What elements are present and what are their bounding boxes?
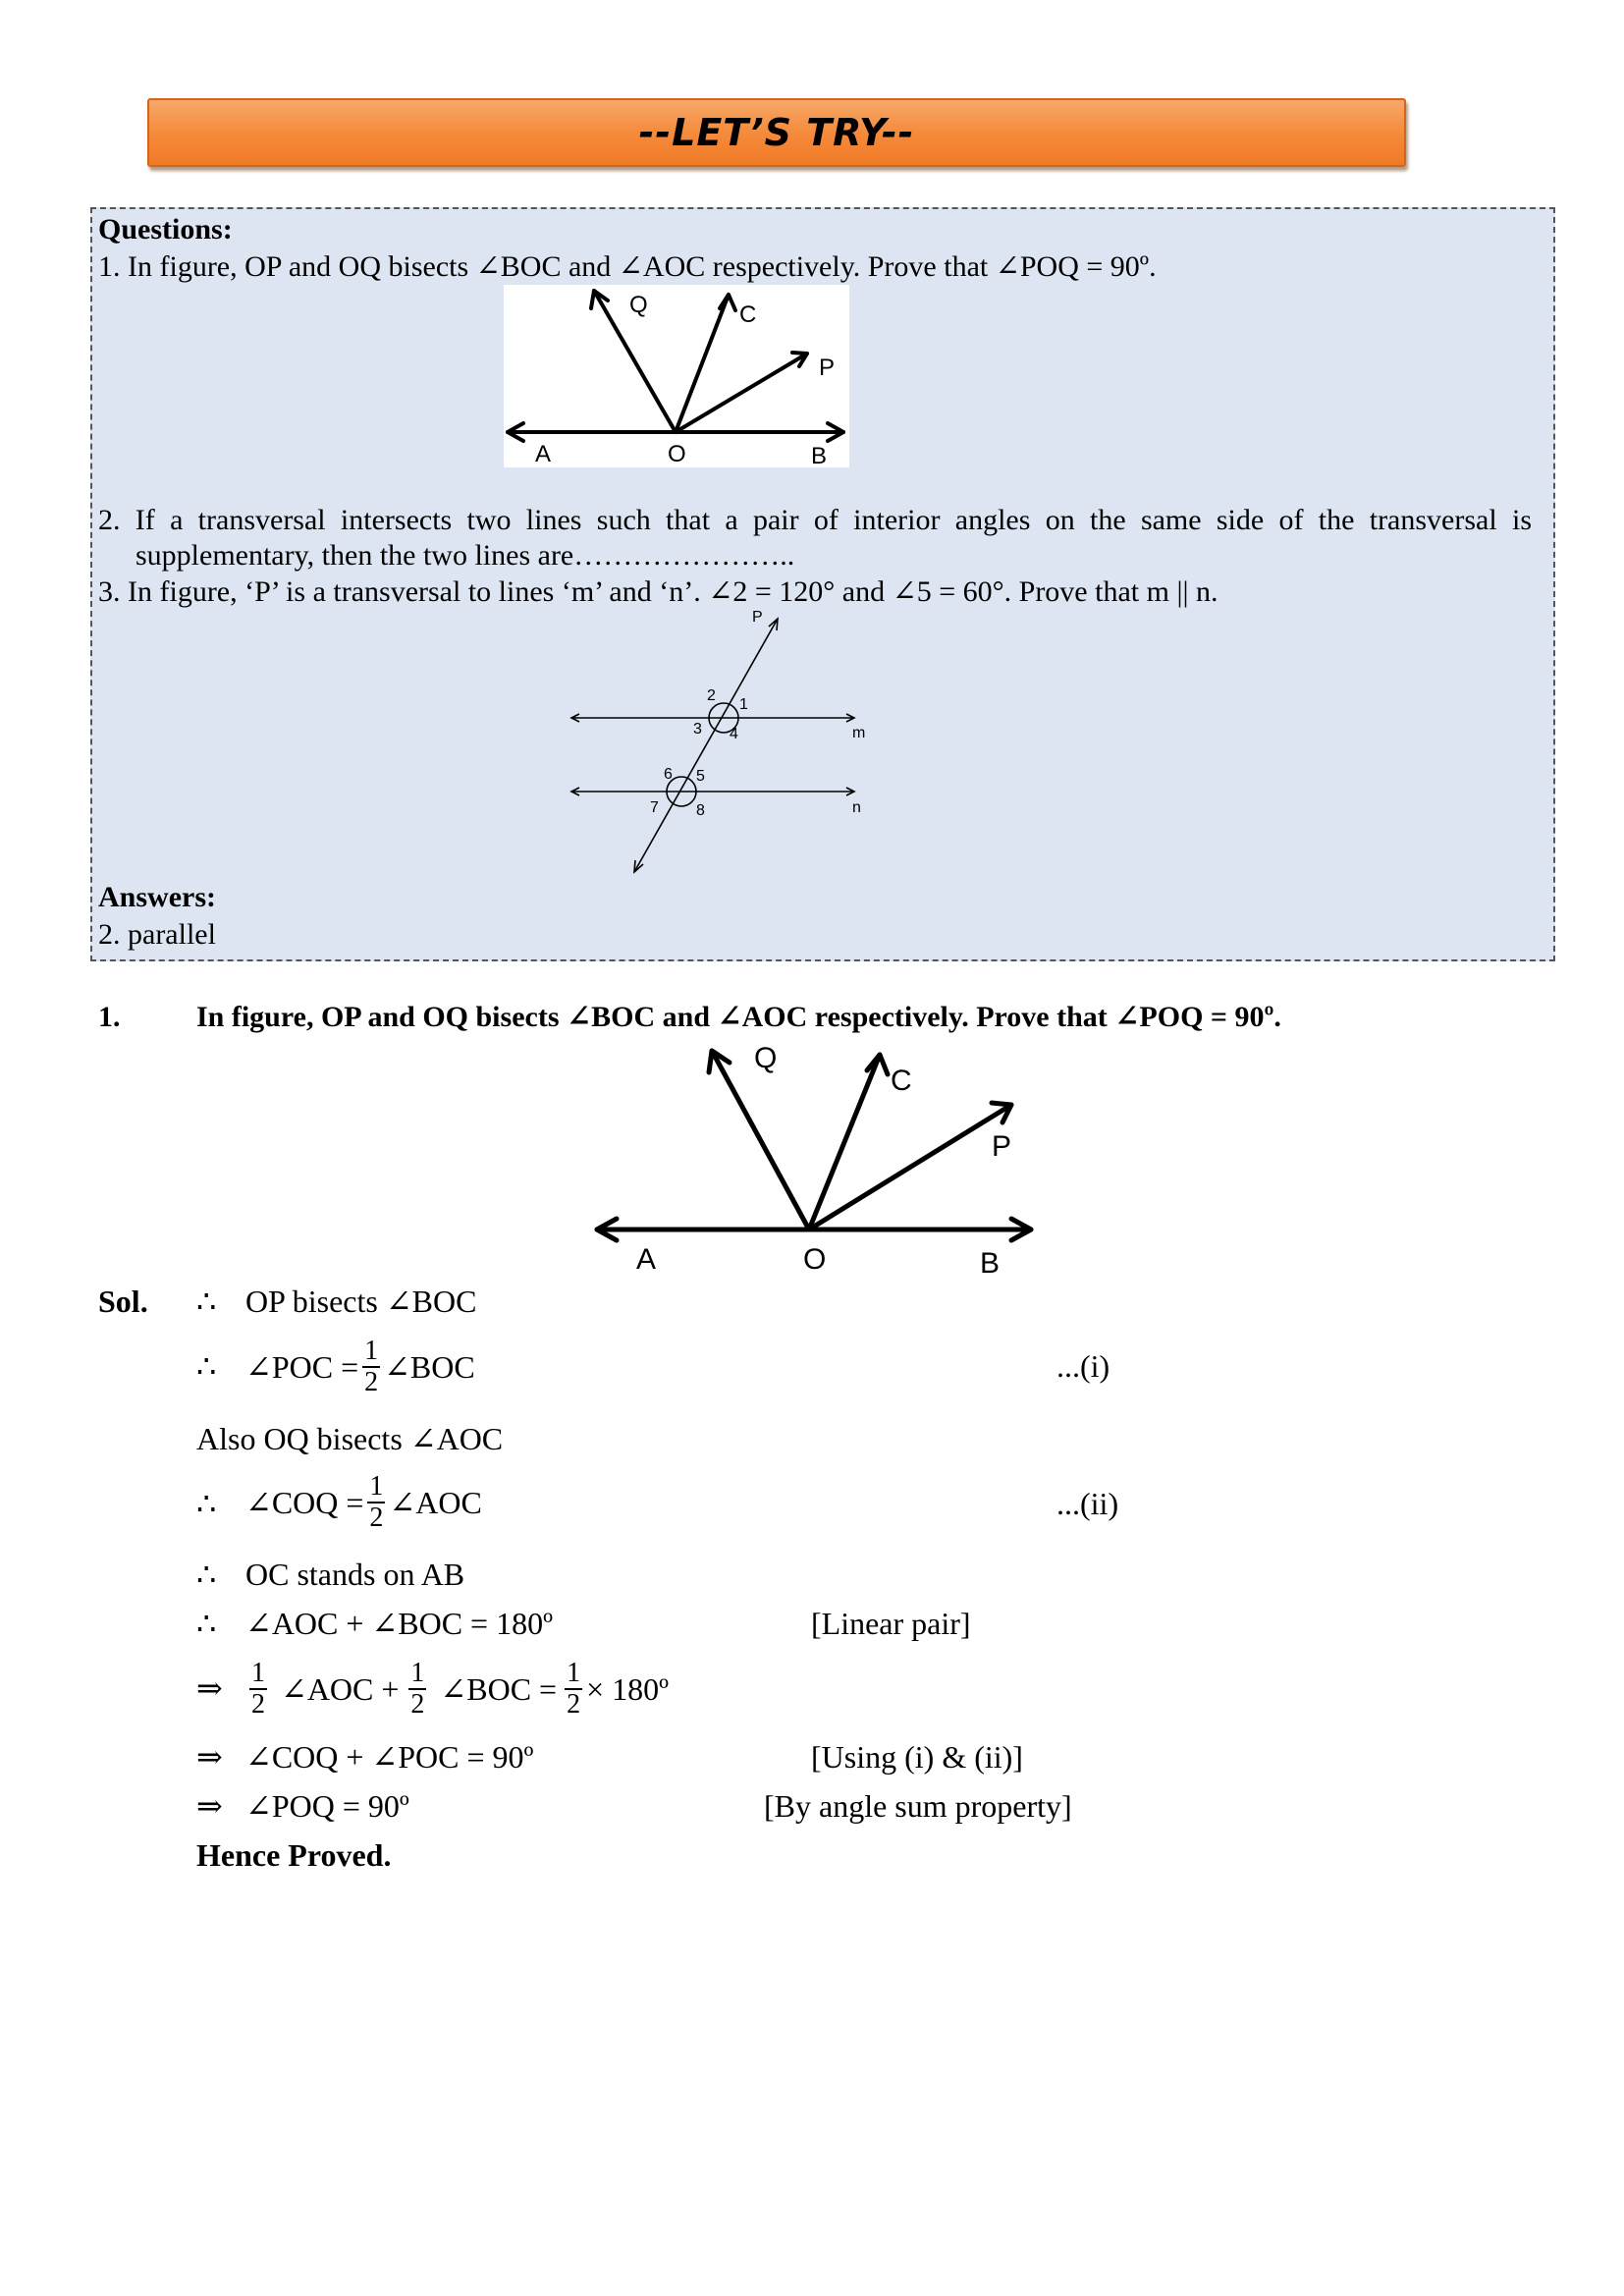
therefore-symbol: ∴ <box>196 1606 217 1641</box>
angle-label-2: 2 <box>707 687 716 704</box>
banner-title: --LET’S TRY-- <box>638 111 915 154</box>
label-m: m <box>852 725 866 741</box>
fraction-denominator: 2 <box>369 1503 384 1533</box>
conclusion: Hence Proved. <box>196 1837 392 1873</box>
implies-symbol: ⇒ <box>196 1670 223 1706</box>
sol-line-6: ∠AOC + ∠BOC = 180º <box>245 1606 553 1641</box>
sol-line-2-left: ∠POC = <box>245 1349 359 1385</box>
label-P-transversal: P <box>752 609 763 626</box>
answers-heading: Answers: <box>98 881 216 913</box>
angle-label-3: 3 <box>693 721 702 738</box>
sol-line-7-b: ∠BOC = <box>440 1671 558 1707</box>
fraction-half <box>565 1659 582 1720</box>
question-2-line-2: supplementary, then the two lines are………………….. <box>135 539 795 572</box>
sol-line-1: OP bisects ∠BOC <box>245 1284 477 1319</box>
implies-symbol: ⇒ <box>196 1739 223 1775</box>
implies-symbol: ⇒ <box>196 1788 223 1824</box>
sol-label: Sol. <box>98 1284 148 1319</box>
questions-heading: Questions: <box>98 213 233 246</box>
reason-angle-sum: [By angle sum property] <box>764 1788 1072 1824</box>
fraction-denominator: 2 <box>364 1367 379 1397</box>
angle-label-5: 5 <box>696 768 705 785</box>
angle-label-4: 4 <box>730 726 738 742</box>
fraction-numerator: 1 <box>251 1658 265 1688</box>
figure-transversal <box>560 609 884 879</box>
sol-line-7 <box>245 1650 669 1728</box>
reason-linear-pair: [Linear pair] <box>811 1606 971 1641</box>
label-C-large: C <box>891 1065 912 1097</box>
question-2-line-1: 2. If a transversal intersects two lines such that a pair of interior angles on the same side of the transversal is <box>98 504 1532 536</box>
solution-question: In figure, OP and OQ bisects ∠BOC and ∠AOC respectively. Prove that ∠POQ = 90º. <box>196 1001 1281 1033</box>
sol-line-7-c: × 180º <box>586 1671 670 1707</box>
label-Q: Q <box>629 292 648 318</box>
sol-line-3: Also OQ bisects ∠AOC <box>196 1421 504 1456</box>
equation-ref-i: ...(i) <box>1056 1348 1110 1384</box>
label-B: B <box>811 443 828 467</box>
fraction-denominator: 2 <box>251 1689 265 1720</box>
answer-2: 2. parallel <box>98 918 216 951</box>
equation-ref-ii: ...(ii) <box>1056 1486 1119 1521</box>
angle-label-7: 7 <box>650 799 659 816</box>
sol-line-4-left: ∠COQ = <box>245 1485 364 1520</box>
solution-number: 1. <box>98 1001 121 1033</box>
angle-label-1: 1 <box>739 696 748 713</box>
fraction-numerator: 1 <box>410 1658 425 1688</box>
reason-using-i-ii: [Using (i) & (ii)] <box>811 1739 1023 1775</box>
angle-label-8: 8 <box>696 802 705 819</box>
fraction-denominator: 2 <box>410 1689 425 1720</box>
question-3: 3. In figure, ‘P’ is a transversal to lines ‘m’ and ‘n’. ∠2 = 120° and ∠5 = 60°. Prove that m || n. <box>98 575 1218 608</box>
therefore-symbol: ∴ <box>196 1486 217 1521</box>
sol-line-2 <box>245 1328 475 1406</box>
label-P: P <box>819 355 836 381</box>
angle-label-6: 6 <box>664 766 673 783</box>
figure-angle-bisectors-large <box>589 1041 1041 1277</box>
fraction-half <box>249 1659 267 1720</box>
sol-line-5: OC stands on AB <box>245 1557 465 1592</box>
fraction-half <box>362 1337 380 1397</box>
fraction-denominator: 2 <box>567 1689 581 1720</box>
figure-angle-bisectors-small <box>504 285 849 467</box>
label-A: A <box>535 441 552 467</box>
label-P-large: P <box>992 1130 1012 1163</box>
fraction-half <box>367 1472 385 1533</box>
label-Q-large: Q <box>754 1042 778 1074</box>
fraction-numerator: 1 <box>567 1658 581 1688</box>
therefore-symbol: ∴ <box>196 1284 217 1319</box>
sol-line-4-right: ∠AOC <box>389 1485 482 1520</box>
label-C: C <box>739 301 757 328</box>
label-O-large: O <box>803 1243 827 1276</box>
sol-line-7-a: ∠AOC + <box>281 1671 400 1707</box>
label-O: O <box>668 441 686 467</box>
therefore-symbol: ∴ <box>196 1348 217 1384</box>
sol-line-4 <box>245 1463 482 1542</box>
fraction-numerator: 1 <box>364 1336 379 1366</box>
sol-line-9: ∠POQ = 90º <box>245 1788 409 1824</box>
fraction-half <box>408 1659 426 1720</box>
therefore-symbol: ∴ <box>196 1557 217 1592</box>
question-1: 1. In figure, OP and OQ bisects ∠BOC and ∠AOC respectively. Prove that ∠POQ = 90º. <box>98 250 1157 283</box>
fraction-numerator: 1 <box>369 1471 384 1502</box>
label-n: n <box>852 799 861 816</box>
sol-line-2-right: ∠BOC <box>384 1349 475 1385</box>
sol-line-8: ∠COQ + ∠POC = 90º <box>245 1739 534 1775</box>
label-B-large: B <box>980 1247 1001 1277</box>
section-banner <box>147 98 1406 167</box>
label-A-large: A <box>636 1243 657 1276</box>
